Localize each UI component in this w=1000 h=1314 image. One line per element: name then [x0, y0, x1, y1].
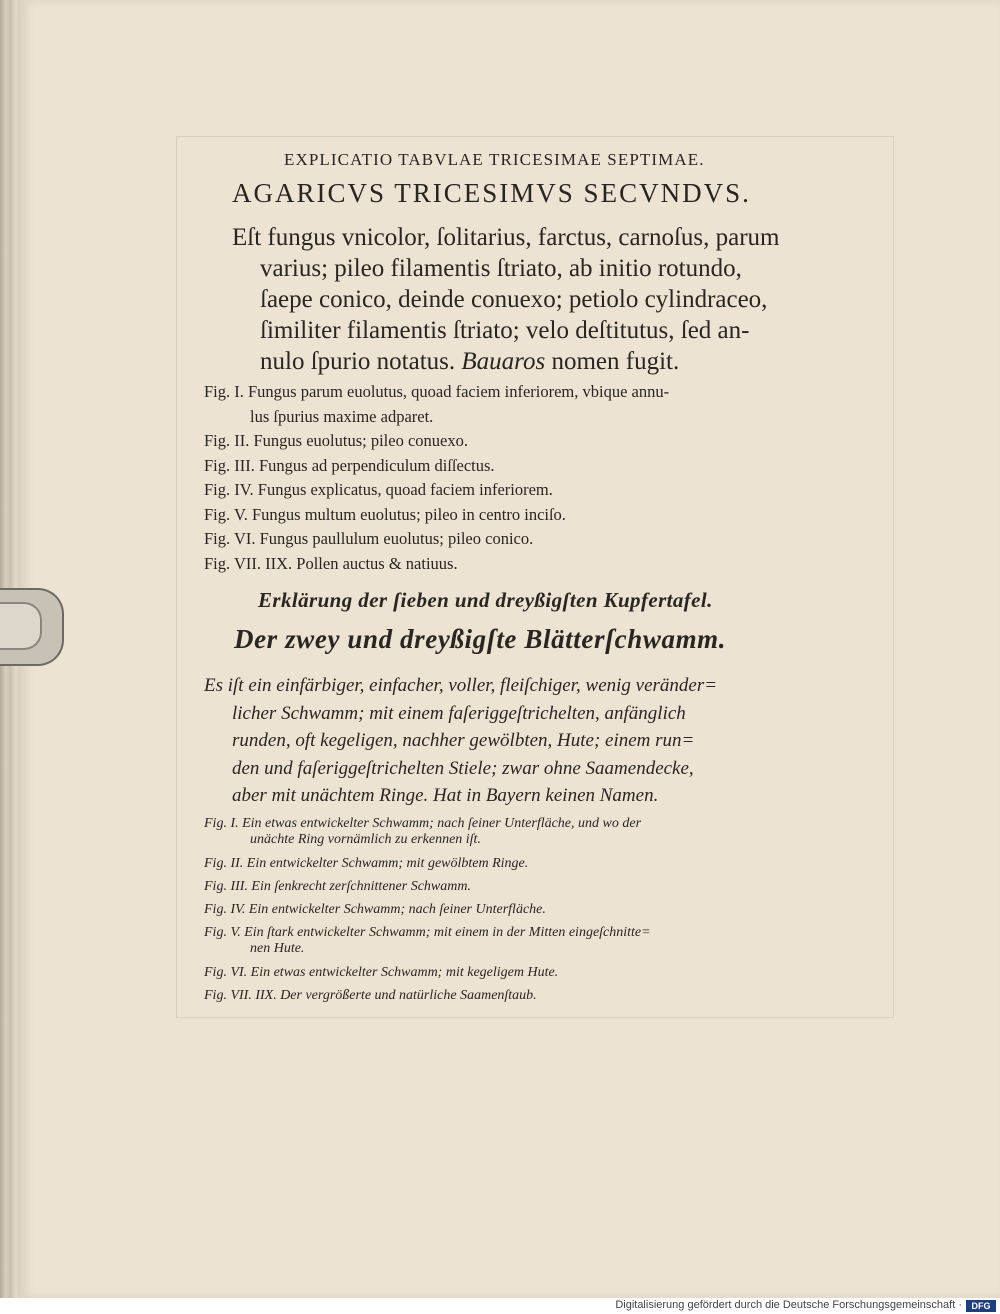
page-clip-inner [0, 602, 42, 650]
latin-body-line: Eſt fungus vnicolor, ſolitarius, farctus, carnoſus, parum [232, 224, 780, 251]
latin-body-last-plain: nulo ſpurio notatus. [260, 348, 456, 375]
german-body-line: den und faſeriggeſtrichelten Stiele; zwar ohne Saamendecke, [232, 757, 694, 779]
latin-body-line: ſimiliter filamentis ſtriato; velo deſtitutus, ſed an- [260, 317, 750, 344]
german-body-line: runden, oft kegeligen, nachher gewölbten, Hute; einem run= [232, 730, 695, 751]
latin-body-last-end: nomen fugit. [551, 348, 680, 375]
german-fig-row: Fig. V. Ein ſtark entwickelter Schwamm; mit einem in der Mitten eingeſchnitte= [204, 925, 651, 940]
german-description [204, 672, 717, 810]
german-title: Der zwey und dreyßigſte Blätterſchwamm. [234, 624, 727, 654]
german-header: Erklärung der ſieben und dreyßigſten Kupfertafel. [258, 588, 713, 612]
footer-credit: Digitalisierung gefördert durch die Deutsche Forschungsgemeinschaft · [615, 1299, 962, 1311]
german-fig-row: Fig. III. Ein ſenkrecht zerſchnittener Schwamm. [204, 879, 471, 894]
latin-fig-row: Fig. II. Fungus euolutus; pileo conuexo. [204, 431, 468, 450]
latin-header: EXPLICATIO TABVLAE TRICESIMAE SEPTIMAE. [284, 150, 705, 169]
latin-fig-row: Fig. I. Fungus parum euolutus, quoad faciem inferiorem, vbique annu- [204, 382, 670, 401]
german-body-line: aber mit unächtem Ringe. Hat in Bayern keinen Namen. [232, 785, 659, 806]
latin-fig-row: lus ſpurius maxime adparet. [250, 406, 434, 426]
german-body-line: licher Schwamm; mit einem faſeriggeſtrichelten, anfänglich [232, 702, 686, 724]
latin-fig-row: Fig. IV. Fungus explicatus, quoad faciem inferiorem. [204, 480, 553, 499]
german-fig-row: Fig. VI. Ein etwas entwickelter Schwamm; mit kegeligem Hute. [204, 965, 559, 980]
german-fig-row: nen Hute. [250, 941, 305, 956]
german-fig-row: Fig. IV. Ein entwickelter Schwamm; nach ſeiner Unterfläche. [204, 902, 546, 917]
german-body-line: Es iſt ein einfärbiger, einfacher, voller, fleiſchiger, wenig veränder= [204, 675, 718, 696]
latin-body-line: varius; pileo filamentis ſtriato, ab initio rotundo, [260, 255, 742, 282]
german-figure-list [204, 812, 651, 1007]
dfg-logo-icon: DFG [966, 1300, 996, 1312]
latin-fig-row: Fig. VII. IIX. Pollen auctus & natiuus. [204, 553, 458, 573]
latin-fig-row: Fig. VI. Fungus paullulum euolutus; pileo conico. [204, 529, 534, 548]
german-fig-row: Fig. VII. IIX. Der vergrößerte und natürliche Saamenſtaub. [204, 988, 537, 1003]
german-fig-row: Fig. II. Ein entwickelter Schwamm; mit gewölbtem Ringe. [204, 856, 529, 871]
latin-fig-row: Fig. III. Fungus ad perpendiculum diſſectus. [204, 455, 495, 475]
latin-body-line: ſaepe conico, deinde conuexo; petiolo cylindraceo, [260, 286, 768, 313]
german-fig-row: Fig. I. Ein etwas entwickelter Schwamm; nach ſeiner Unterfläche, und wo der [204, 816, 642, 831]
latin-body-line [232, 346, 832, 377]
latin-title: AGARICVS TRICESIMVS SECVNDVS. [232, 178, 751, 208]
german-fig-row: unächte Ring vornämlich zu erkennen iſt. [250, 832, 481, 847]
latin-description [232, 222, 832, 377]
latin-fig-row: Fig. V. Fungus multum euolutus; pileo in centro inciſo. [204, 504, 566, 524]
latin-body-italic: Bauaros [461, 348, 546, 375]
latin-figure-list [204, 380, 669, 576]
